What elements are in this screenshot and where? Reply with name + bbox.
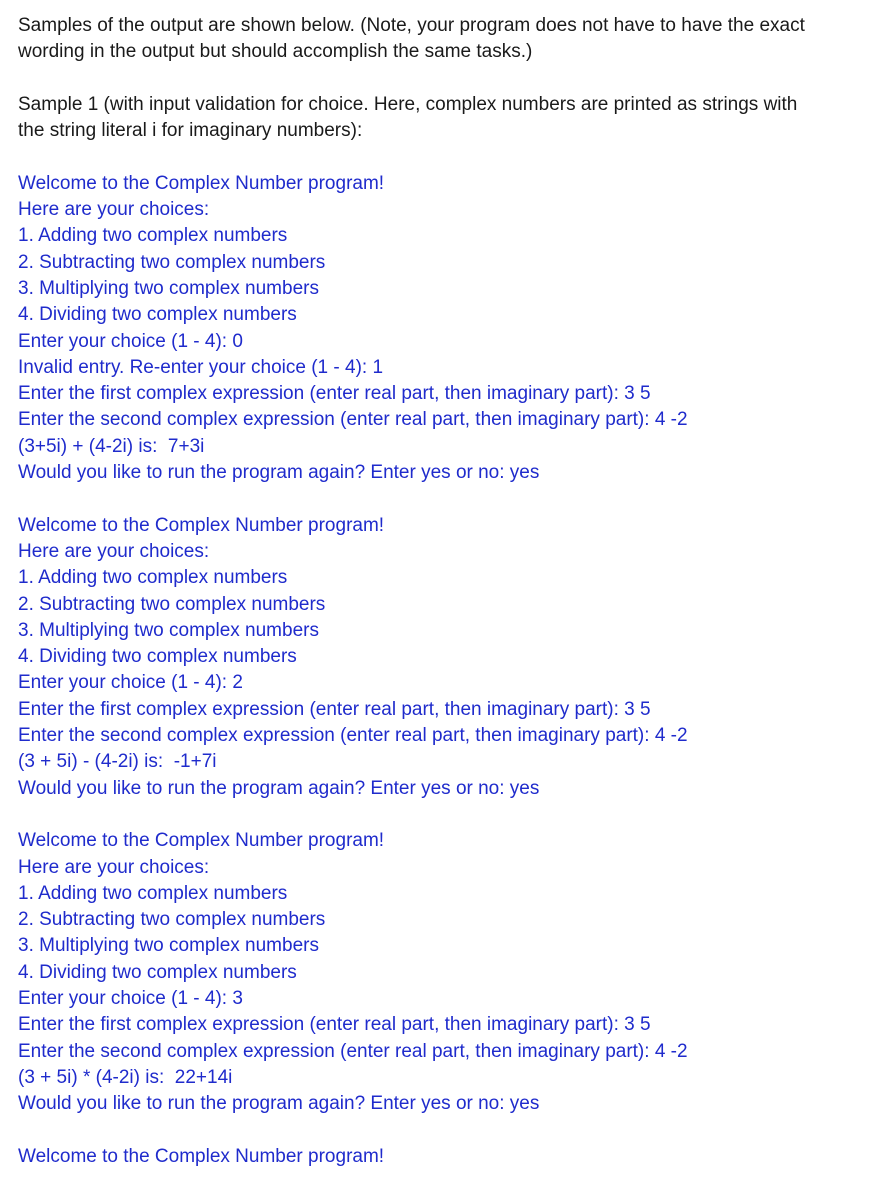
spacer [18, 66, 863, 92]
first-expression-line: Enter the first complex expression (enter real part, then imaginary part): 3 5 [18, 383, 651, 405]
choices-header: Here are your choices: [18, 199, 210, 221]
second-expression-line: Enter the second complex expression (enter real part, then imaginary part): 4 -2 [18, 1040, 688, 1062]
choices-header: Here are your choices: [18, 856, 210, 878]
second-expression-line: Enter the second complex expression (enter real part, then imaginary part): 4 -2 [18, 725, 688, 747]
run-again-line: Would you like to run the program again? Enter yes or no: yes [18, 777, 540, 799]
choice-item: 1. Adding two complex numbers [18, 882, 288, 904]
sample-run-2 [18, 513, 863, 802]
welcome-line: Welcome to the Complex Number program! [18, 514, 385, 536]
spacer [18, 486, 863, 512]
enter-choice-line: Enter your choice (1 - 4): 2 [18, 672, 243, 694]
run-again-line: Would you like to run the program again? Enter yes or no: yes [18, 1093, 540, 1115]
result-line: (3 + 5i) - (4-2i) is: -1+7i [18, 751, 217, 773]
choice-item: 3. Multiplying two complex numbers [18, 619, 319, 641]
spacer [18, 1117, 863, 1143]
first-expression-line: Enter the first complex expression (enter real part, then imaginary part): 3 5 [18, 698, 651, 720]
welcome-line: Welcome to the Complex Number program! [18, 1145, 385, 1167]
choice-item: 1. Adding two complex numbers [18, 567, 288, 589]
choice-item: 3. Multiplying two complex numbers [18, 935, 319, 957]
sample-run-3 [18, 828, 863, 1117]
sample-heading-line: Sample 1 (with input validation for choice. Here, complex numbers are printed as strings with [18, 93, 798, 115]
spacer [18, 144, 863, 170]
run-again-line: Would you like to run the program again? Enter yes or no: yes [18, 462, 540, 484]
choices-header: Here are your choices: [18, 540, 210, 562]
sample-run-4 [18, 1144, 863, 1170]
sample-heading-line: the string literal i for imaginary numbers): [18, 120, 363, 142]
choice-item: 3. Multiplying two complex numbers [18, 277, 319, 299]
document-page [18, 13, 863, 1170]
welcome-line: Welcome to the Complex Number program! [18, 172, 385, 194]
intro-line: Samples of the output are shown below. (Note, your program does not have to have the exact [18, 15, 805, 36]
choice-item: 2. Subtracting two complex numbers [18, 251, 326, 273]
sample-run-1 [18, 171, 863, 487]
second-expression-line: Enter the second complex expression (enter real part, then imaginary part): 4 -2 [18, 409, 688, 431]
enter-choice-line: Enter your choice (1 - 4): 3 [18, 987, 243, 1009]
sample-heading [18, 92, 863, 145]
result-line: (3 + 5i) * (4-2i) is: 22+14i [18, 1066, 233, 1088]
intro-line: wording in the output but should accomplish the same tasks.) [18, 41, 533, 63]
choice-item: 4. Dividing two complex numbers [18, 304, 297, 326]
choice-item: 2. Subtracting two complex numbers [18, 593, 326, 615]
choice-item: 4. Dividing two complex numbers [18, 646, 297, 668]
welcome-line: Welcome to the Complex Number program! [18, 830, 385, 852]
choice-item: 4. Dividing two complex numbers [18, 961, 297, 983]
intro-paragraph [18, 13, 863, 66]
invalid-entry-line: Invalid entry. Re-enter your choice (1 - 4): 1 [18, 356, 384, 378]
first-expression-line: Enter the first complex expression (enter real part, then imaginary part): 3 5 [18, 1014, 651, 1036]
choice-item: 2. Subtracting two complex numbers [18, 909, 326, 931]
enter-choice-line: Enter your choice (1 - 4): 0 [18, 330, 243, 352]
choice-item: 1. Adding two complex numbers [18, 225, 288, 247]
result-line: (3+5i) + (4-2i) is: 7+3i [18, 435, 205, 457]
spacer [18, 802, 863, 828]
